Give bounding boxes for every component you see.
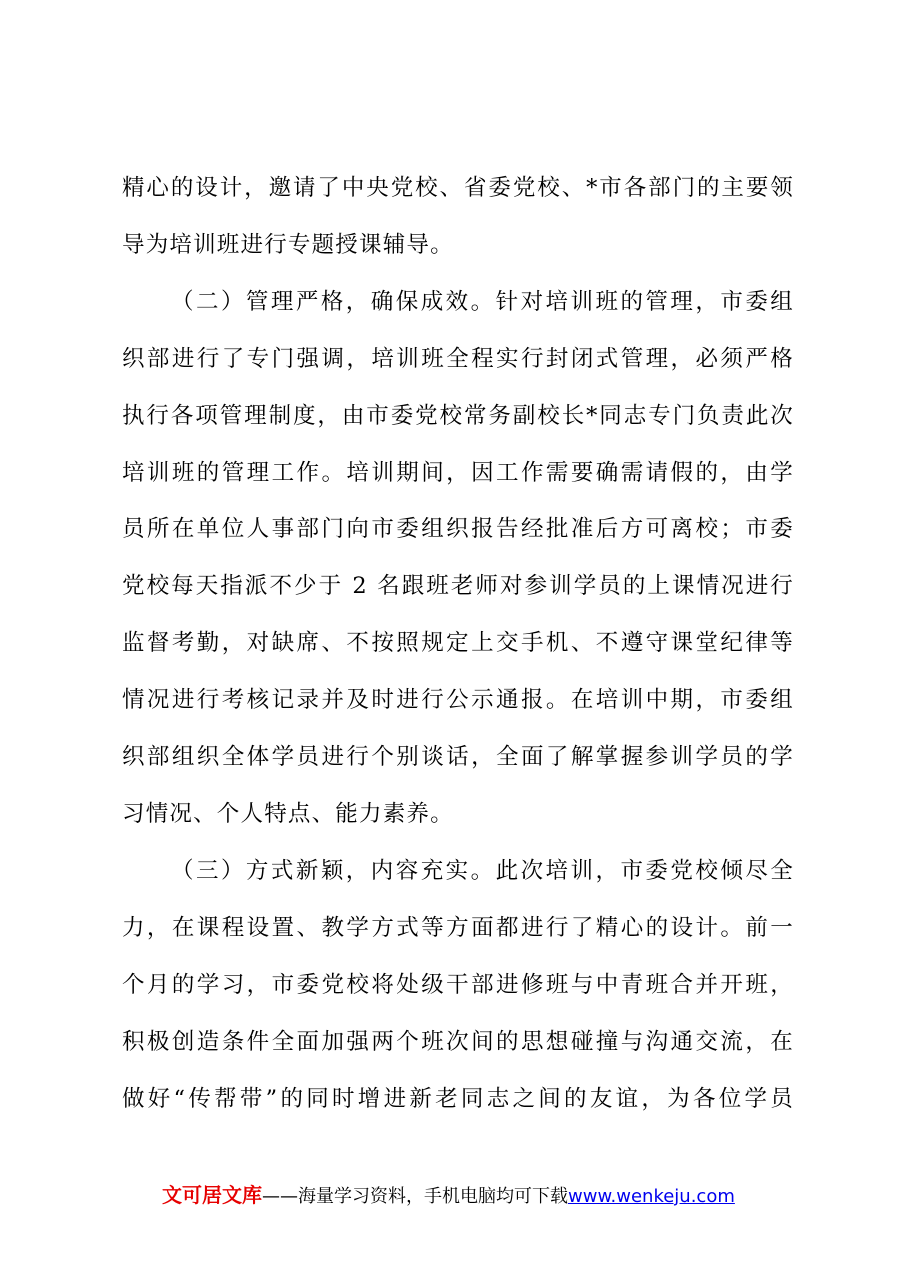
text-line: 执行各项管理制度，由市委党校常务副校长*同志专门负责此次 (122, 402, 794, 429)
text-line: 个月的学习，市委党校将处级干部进修班与中青班合并开班， (122, 971, 794, 998)
text-line: 情况进行考核记录并及时进行公示通报。在培训中期，市委组 (122, 687, 794, 714)
paragraph-3 (122, 843, 794, 1128)
text-line: 习情况、个人特点、能力素养。 (122, 800, 454, 827)
paragraph-2 (122, 274, 794, 843)
text-line: 织部组织全体学员进行个别谈话，全面了解掌握参训学员的学 (122, 744, 794, 771)
brand-name: 文可居文库 (162, 1183, 262, 1207)
footer-banner (162, 1181, 735, 1211)
text-line: 积极创造条件全面加强两个班次间的思想碰撞与沟通交流，在 (122, 1028, 794, 1055)
text-line: 做好“传帮带”的同时增进新老同志之间的友谊，为各位学员 (122, 1085, 794, 1112)
text-line: 监督考勤，对缺席、不按照规定上交手机、不遵守课堂纪律等 (122, 630, 794, 657)
text-line: 导为培训班进行专题授课辅导。 (122, 231, 454, 258)
text-line: 党校每天指派不少于 2 名跟班老师对参训学员的上课情况进行 (122, 573, 794, 600)
website-link[interactable]: www.wenkeju.com (568, 1186, 735, 1207)
footer-tagline: ——海量学习资料，手机电脑均可下载 (262, 1186, 568, 1207)
text-line: （三）方式新颖，内容充实。此次培训，市委党校倾尽全 (171, 857, 794, 884)
text-line: 培训班的管理工作。培训期间，因工作需要确需请假的，由学 (122, 459, 794, 486)
paragraph-1 (122, 160, 794, 274)
text-line: 织部进行了专门强调，培训班全程实行封闭式管理，必须严格 (122, 345, 794, 372)
document-body (122, 160, 794, 1127)
text-line: 员所在单位人事部门向市委组织报告经批准后方可离校；市委 (122, 516, 794, 543)
text-line: 精心的设计，邀请了中央党校、省委党校、*市各部门的主要领 (122, 175, 794, 201)
text-line: 力，在课程设置、教学方式等方面都进行了精心的设计。前一 (122, 914, 794, 941)
text-line: （二）管理严格，确保成效。针对培训班的管理，市委组 (171, 288, 794, 315)
